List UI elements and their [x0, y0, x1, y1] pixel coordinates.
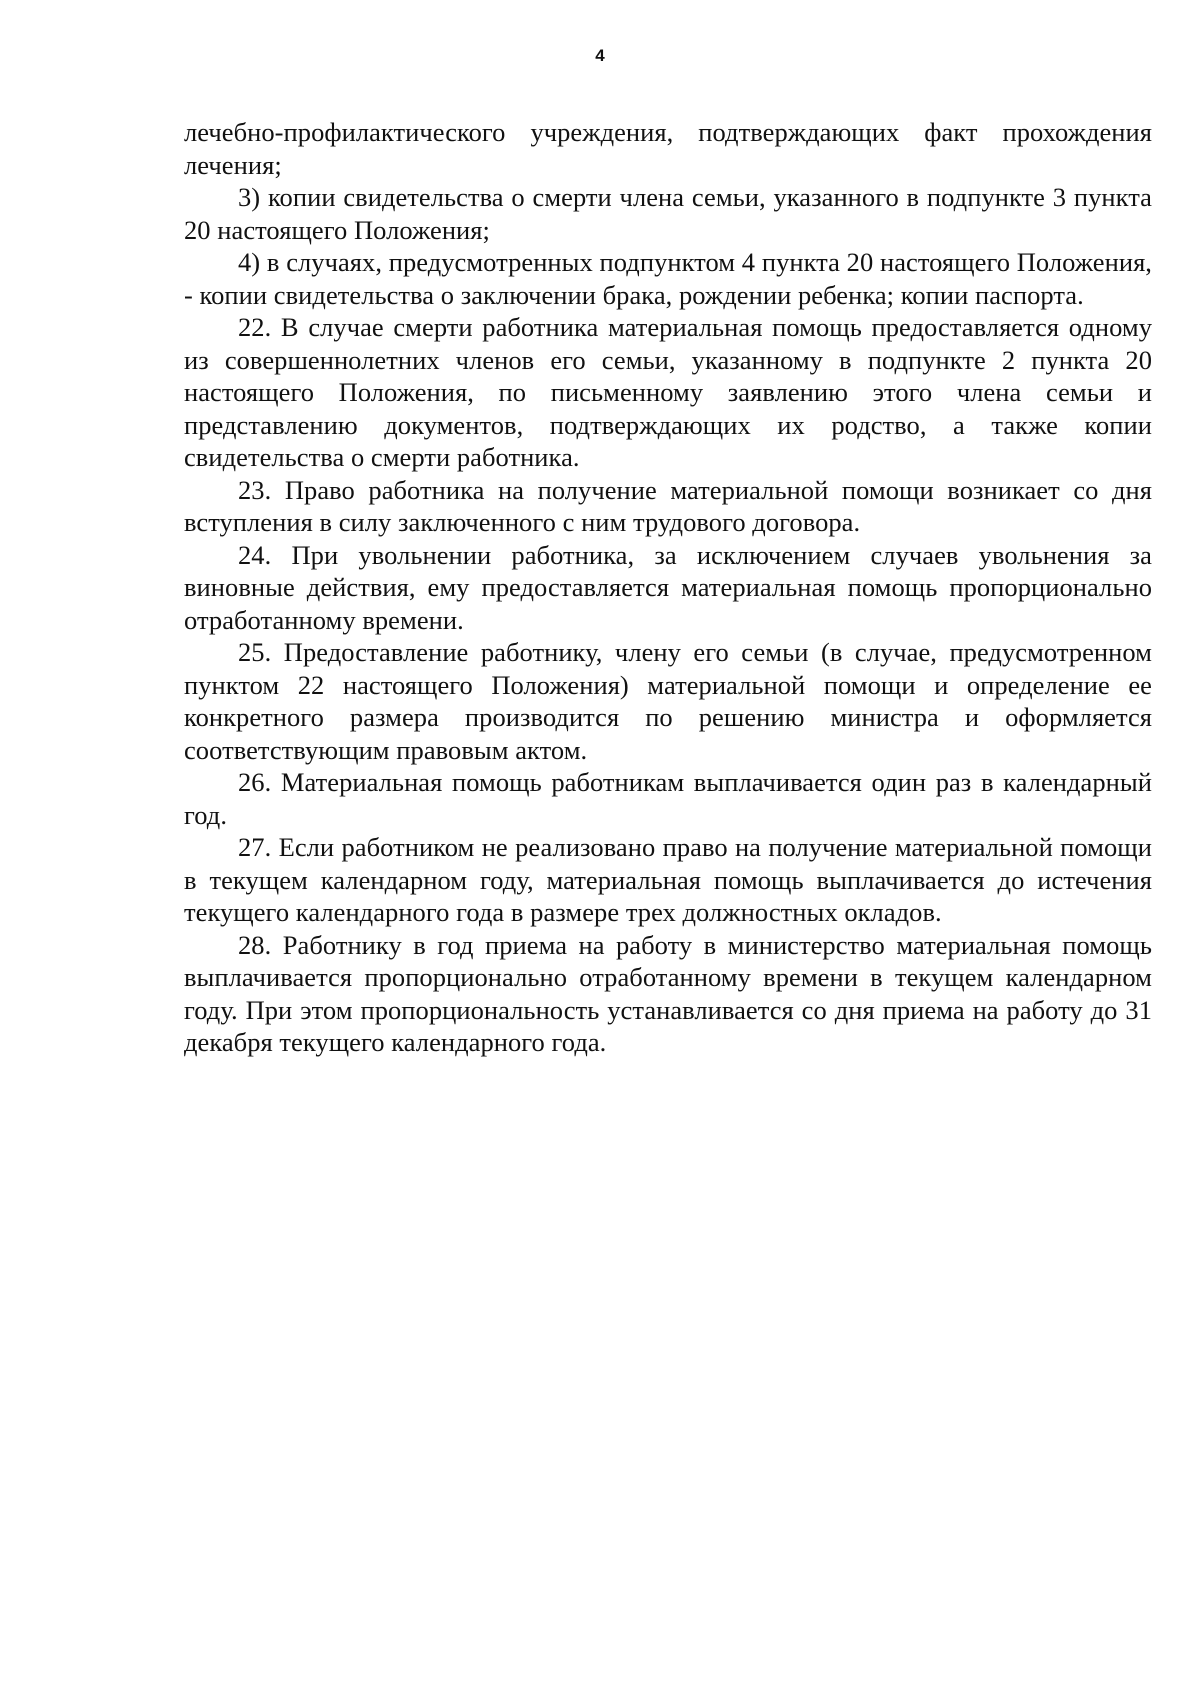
page-number: 4	[595, 46, 605, 65]
paragraph-clause-28: 28. Работнику в год приема на работу в министерство материальная помощь выплачивается пропорционально отработанному времени в текущем календарном году. При этом пропорциональность устанавливается со дня приема на работу до 31 декабря текущего календарного года.	[184, 929, 1152, 1057]
paragraph-clause-27: 27. Если работником не реализовано право на получение материальной помощи в текущем календарном году, материальная помощь выплачивается до истечения текущего календарного года в размере трех должностных окладов.	[184, 832, 1152, 927]
paragraph-clause-25: 25. Предоставление работнику, члену его семьи (в случае, предусмотренном пунктом 22 настоящего Положения) материальной помощи и определение ее конкретного размера производится по решению министра и оформляется соответствующим правовым актом.	[184, 637, 1152, 765]
paragraph-clause-22: 22. В случае смерти работника материальная помощь предоставляется одному из совершеннолетних членов его семьи, указанному в подпункте 2 пункта 20 настоящего Положения, по письменному заявлению этого члена семьи и представлению документов, подтверждающих их родство, а также копии свидетельства о смерти работника.	[184, 312, 1152, 472]
paragraph-continuation: лечебно-профилактического учреждения, подтверждающих факт прохождения лечения;	[184, 117, 1152, 180]
paragraph-subitem-3: 3) копии свидетельства о смерти члена семьи, указанного в подпункте 3 пункта 20 настоящего Положения;	[184, 182, 1152, 245]
paragraph-subitem-4: 4) в случаях, предусмотренных подпунктом 4 пункта 20 настоящего Положения, - копии свидетельства о заключении брака, рождении ребенка; копии паспорта.	[184, 247, 1152, 310]
paragraph-clause-26: 26. Материальная помощь работникам выплачивается один раз в календарный год.	[184, 767, 1152, 830]
paragraph-clause-23: 23. Право работника на получение материальной помощи возникает со дня вступления в силу заключенного с ним трудового договора.	[184, 474, 1152, 537]
document-body	[184, 116, 1152, 1059]
paragraph-clause-24: 24. При увольнении работника, за исключением случаев увольнения за виновные действия, ему предоставляется материальная помощь пропорционально отработанному времени.	[184, 539, 1152, 635]
